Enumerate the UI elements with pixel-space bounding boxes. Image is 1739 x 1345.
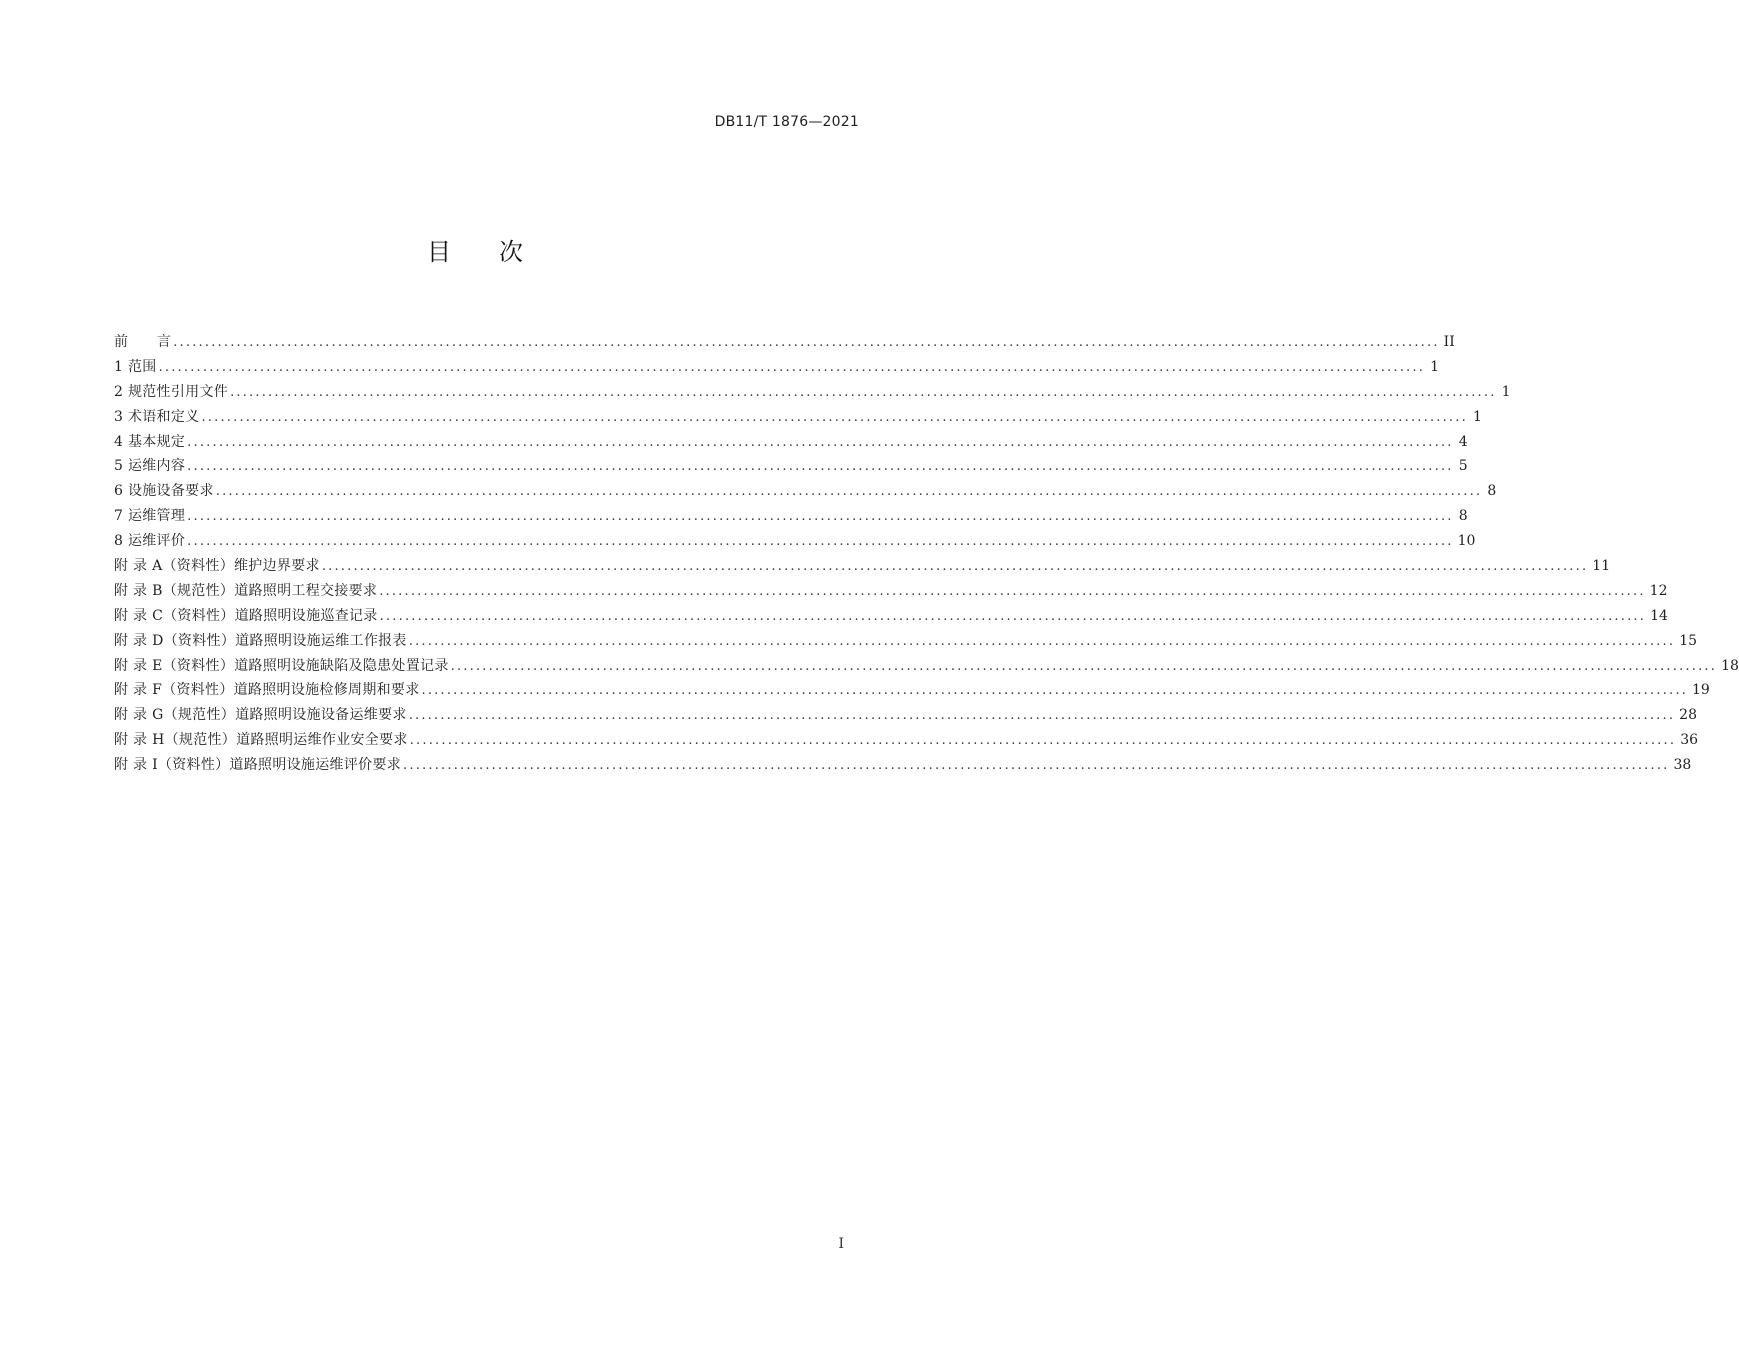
toc-entry-foreword[interactable] [114,330,1455,355]
dot-leader: ........................................................................................................................................................................................................ [421,683,1688,699]
toc-entry-page: 28 [1679,707,1697,724]
toc-entry-page: 1 [1430,358,1440,375]
toc-entry-page: 14 [1650,607,1668,624]
toc-entry-appendix-e[interactable] [114,654,1739,679]
toc-entry-label: 附 录 G（规范性）道路照明设施设备运维要求 [114,707,407,724]
toc-entry-appendix-h[interactable] [114,728,1699,753]
toc-entry-page: 8 [1458,508,1468,525]
toc-entry-label: 前 言 [114,334,172,350]
toc-entry-appendix-d[interactable] [114,629,1698,654]
toc-entry-page: 1 [1473,408,1482,425]
toc-entry-label: 8 运维评价 [114,533,186,550]
toc-entry-appendix-a[interactable] [114,554,1611,579]
toc-entry-om-management[interactable] [114,504,1468,529]
document-code: DB11/T 1876—2021 [714,114,859,130]
dot-leader: ........................................................................................................................................................................................................ [158,359,1426,375]
toc-entry-om-evaluation[interactable] [114,529,1476,554]
dot-leader: ........................................................................................................................................................................................................ [403,758,1670,774]
toc-entry-page: 15 [1679,632,1698,649]
toc-entry-label: 附 录 E（资料性）道路照明设施缺陷及隐患处置记录 [114,657,449,674]
dot-leader: ........................................................................................................................................................................................................ [379,608,1647,624]
dot-leader: ........................................................................................................................................................................................................ [187,534,1454,550]
toc-entry-page: 18 [1721,657,1739,674]
toc-entry-label: 附 录 C（资料性）道路照明设施巡查记录 [114,607,378,624]
toc-entry-label: 6 设施设备要求 [114,483,214,500]
page-title-char-1: 目 [427,238,451,266]
toc-entry-appendix-i[interactable] [114,753,1692,778]
dot-leader: ........................................................................................................................................................................................................ [187,434,1454,450]
page-title-char-2: 次 [499,238,523,266]
dot-leader: ........................................................................................................................................................................................................ [187,459,1454,475]
toc-entry-label: 附 录 F（资料性）道路照明设施检修周期和要求 [114,682,420,699]
toc-entry-page: 36 [1680,732,1699,749]
dot-leader: ........................................................................................................................................................................................................ [187,509,1454,525]
toc-entry-page: 38 [1673,757,1692,774]
toc-entry-label: 5 运维内容 [114,458,186,475]
toc-entry-page: 5 [1458,458,1468,475]
page-number: I [838,1236,844,1252]
toc-entry-label: 附 录 I（资料性）道路照明设施运维评价要求 [114,757,402,774]
toc-entry-appendix-g[interactable] [114,703,1697,728]
toc-entry-appendix-c[interactable] [114,604,1668,629]
dot-leader: ........................................................................................................................................................................................................ [230,384,1497,400]
toc-entry-page: 1 [1501,383,1511,400]
toc-entry-label: 3 术语和定义 [114,408,200,425]
dot-leader: ........................................................................................................................................................................................................ [450,658,1718,674]
toc-entry-appendix-f[interactable] [114,678,1710,703]
toc-entry-terms[interactable] [114,405,1482,430]
dot-leader: ........................................................................................................................................................................................................ [409,733,1677,749]
toc-entry-label: 7 运维管理 [114,508,186,525]
dot-leader: ........................................................................................................................................................................................................ [173,335,1440,350]
toc-entry-label: 2 规范性引用文件 [114,383,229,400]
toc-entry-normative-references[interactable] [114,380,1511,405]
toc-entry-basic-provisions[interactable] [114,430,1468,455]
toc-entry-label: 附 录 A（资料性）维护边界要求 [114,558,320,575]
toc-entry-page: 19 [1691,682,1710,699]
toc-entry-page: 4 [1458,433,1468,450]
toc-entry-equipment-requirements[interactable] [114,479,1497,504]
dot-leader: ........................................................................................................................................................................................................ [201,409,1468,425]
toc-entry-label: 附 录 B（规范性）道路照明工程交接要求 [114,582,378,599]
table-of-contents [114,330,1739,778]
toc-entry-label: 附 录 D（资料性）道路照明设施运维工作报表 [114,632,407,649]
dot-leader: ........................................................................................................................................................................................................ [215,484,1483,500]
toc-entry-page: 12 [1649,582,1668,599]
dot-leader: ........................................................................................................................................................................................................ [379,583,1646,599]
toc-entry-page: 8 [1487,483,1497,500]
toc-entry-page: 10 [1457,533,1476,550]
toc-entry-page: II [1443,334,1455,350]
toc-entry-label: 4 基本规定 [114,433,186,450]
toc-entry-page: 11 [1592,558,1611,575]
dot-leader: ........................................................................................................................................................................................................ [321,559,1589,575]
dot-leader: ........................................................................................................................................................................................................ [408,708,1676,724]
toc-entry-label: 附 录 H（规范性）道路照明运维作业安全要求 [114,732,408,749]
toc-entry-label: 1 范围 [114,358,157,375]
toc-entry-scope[interactable] [114,355,1440,380]
dot-leader: ........................................................................................................................................................................................................ [408,633,1676,649]
toc-entry-appendix-b[interactable] [114,579,1668,604]
page-title [0,232,950,267]
toc-entry-om-content[interactable] [114,454,1468,479]
